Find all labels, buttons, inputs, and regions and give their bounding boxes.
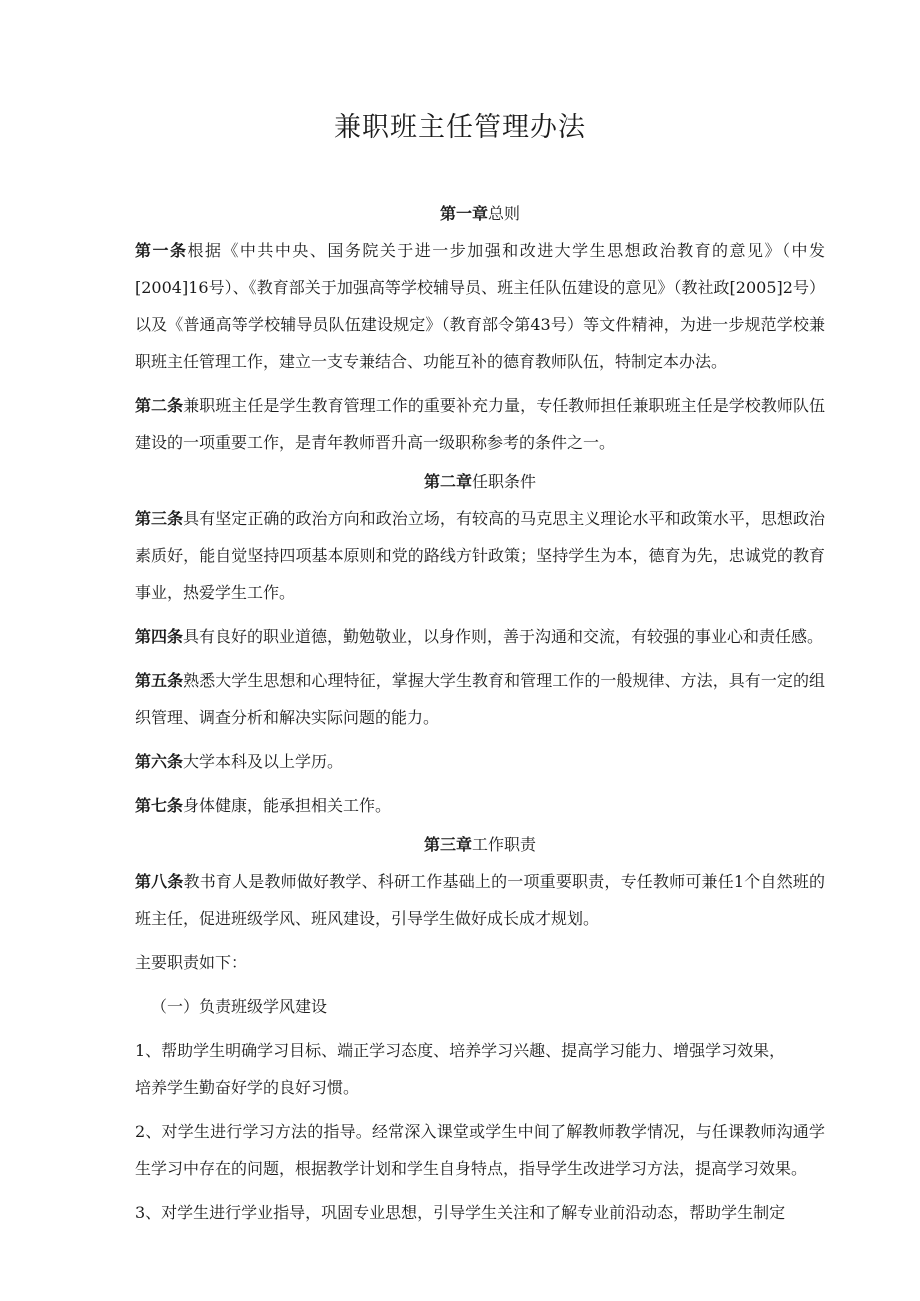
chapter-1-label: 第一章 bbox=[439, 204, 488, 223]
article-6-label: 第六条 bbox=[135, 752, 184, 771]
article-5-text: 熟悉大学生思想和心理特征，掌握大学生教育和管理工作的一般规律、方法，具有一定的组织管理、调查分析和解决实际问题的能力。 bbox=[135, 671, 825, 727]
article-8 bbox=[0, 863, 825, 937]
duties-section-1: （一）负责班级学风建设 bbox=[151, 997, 328, 1016]
article-1-label: 第一条 bbox=[135, 241, 188, 260]
article-7-text: 身体健康，能承担相关工作。 bbox=[183, 796, 392, 815]
article-5-label: 第五条 bbox=[135, 671, 184, 690]
article-8-label: 第八条 bbox=[135, 872, 184, 891]
article-2 bbox=[0, 387, 825, 461]
chapter-1-name: 总则 bbox=[488, 204, 521, 223]
chapter-1-heading bbox=[135, 200, 825, 228]
article-4-label: 第四条 bbox=[135, 627, 184, 646]
article-8-text: 教书育人是教师做好教学、科研工作基础上的一项重要职责，专任教师可兼任1个自然班的班主任，促进班级学风、班风建设，引导学生做好成长成才规划。 bbox=[135, 872, 825, 928]
article-2-label: 第二条 bbox=[135, 396, 184, 415]
article-1-text: 根据《中共中央、国务院关于进一步加强和改进大学生思想政治教育的意见》（中发[2004]16号）、《教育部关于加强高等学校辅导员、班主任队伍建设的意见》（教社政[2005]2号）以及《普通高等学校辅导员队伍建设规定》（教育部令第43号）等文件精神，为进一步规范学校兼职班主任管理工作，建立一支专兼结合、功能互补的德育教师队伍，特制定本办法。 bbox=[135, 241, 825, 371]
article-4 bbox=[0, 618, 825, 655]
duty-item-3: 3、对学生进行学业指导，巩固专业思想，引导学生关注和了解专业前沿动态，帮助学生制定 bbox=[135, 1203, 786, 1222]
article-4-text: 具有良好的职业道德，勤勉敬业，以身作则，善于沟通和交流，有较强的事业心和责任感。 bbox=[183, 627, 824, 646]
chapter-2-name: 任职条件 bbox=[472, 472, 537, 491]
duty-item-1-line-2: 培养学生勤奋好学的良好习惯。 bbox=[135, 1078, 360, 1097]
chapter-3-heading bbox=[135, 831, 825, 859]
document-body bbox=[135, 200, 825, 1238]
article-1 bbox=[0, 232, 825, 380]
article-3-text: 具有坚定正确的政治方向和政治立场，有较高的马克思主义理论水平和政策水平，思想政治素质好，能自觉坚持四项基本原则和党的路线方针政策；坚持学生为本，德育为先，忠诚党的教育事业，热爱学生工作。 bbox=[135, 509, 825, 602]
article-6 bbox=[135, 743, 825, 780]
chapter-2-heading bbox=[135, 468, 825, 496]
article-3 bbox=[0, 500, 825, 611]
duties-intro: 主要职责如下： bbox=[135, 953, 248, 972]
article-3-label: 第三条 bbox=[135, 509, 184, 528]
article-7-label: 第七条 bbox=[135, 796, 184, 815]
chapter-2-label: 第二章 bbox=[423, 472, 472, 491]
chapter-3-name: 工作职责 bbox=[472, 835, 537, 854]
duty-item-2: 2、对学生进行学习方法的指导。经常深入课堂或学生中间了解教师教学情况，与任课教师沟通学生学习中存在的问题，根据教学计划和学生自身特点，指导学生改进学习方法，提高学习效果。 bbox=[135, 1122, 825, 1178]
article-2-text: 兼职班主任是学生教育管理工作的重要补充力量，专任教师担任兼职班主任是学校教师队伍建设的一项重要工作，是青年教师晋升高一级职称参考的条件之一。 bbox=[135, 396, 825, 452]
article-6-text: 大学本科及以上学历。 bbox=[183, 752, 344, 771]
duty-item-1-line-1: 1、帮助学生明确学习目标、端正学习态度、培养学习兴趣、提高学习能力、增强学习效果， bbox=[135, 1041, 786, 1060]
chapter-3-label: 第三章 bbox=[423, 835, 472, 854]
article-7 bbox=[135, 787, 825, 824]
article-5 bbox=[0, 662, 825, 736]
document-title: 兼职班主任管理办法 bbox=[334, 112, 586, 143]
